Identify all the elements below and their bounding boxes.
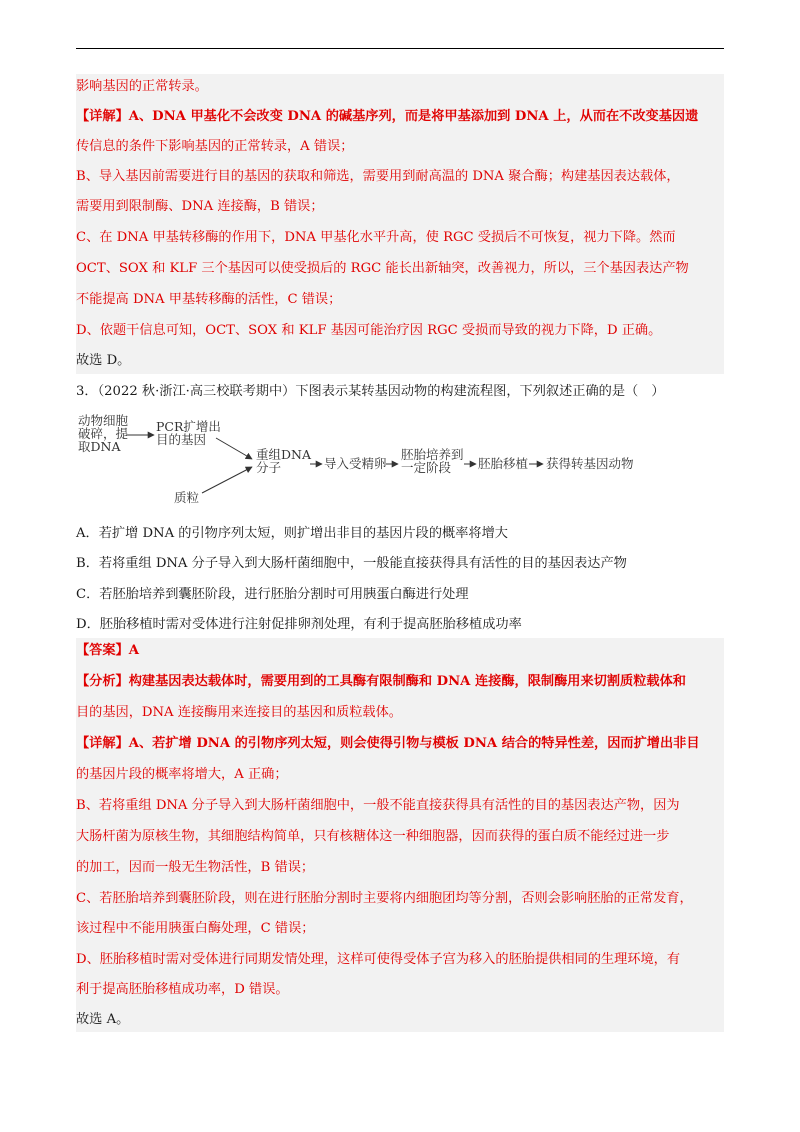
text-line: D、胚胎移植时需对受体进行同期发情处理，这样可使得受体子宫为移入的胚胎提供相同的生理环境，有 [76,952,681,967]
flow-diagram [76,413,676,513]
option-a: A．若扩增 DNA 的引物序列太短，则扩增出非目的基因片段的概率将增大 [76,526,508,541]
label-transfer: 胚胎移植 [478,456,529,471]
text-line: 大肠杆菌为原核生物，其细胞结构简单，只有核糖体这一种细胞器，因而获得的蛋白质不能经过进一步 [76,829,670,844]
text-line: 的加工，因而一般无生物活性，B 错误； [76,860,315,875]
text-line: 需要用到限制酶、DNA 连接酶，B 错误； [76,199,324,214]
option-d: D．胚胎移植时需对受体进行注射促排卵剂处理，有利于提高胚胎移植成功率 [76,617,522,632]
label-recomb-1: 重组DNA [256,447,311,462]
text-line: 影响基因的正常转录。 [76,79,208,94]
text-line: 该过程中不能用胰蛋白酶处理，C 错误； [76,921,315,936]
text-line: 【详解】A、DNA 甲基化不会改变 DNA 的碱基序列，而是将甲基添加到 DNA 上，从而在不改变基因遗 [76,109,699,124]
label-culture-2: 一定阶段 [401,460,452,475]
label-fertilize: 导入受精卵 [324,456,387,471]
text-line: C、若胚胎培养到囊胚阶段，则在进行胚胎分割时主要将内细胞团均等分割，否则会影响胚胎的正常发育， [76,891,693,906]
text-line: B、导入基因前需要进行目的基因的获取和筛选，需要用到耐高温的 DNA 聚合酶；构建基因表达载体， [76,169,680,184]
explanation-block-2 [76,638,724,1032]
header-rule [76,48,724,49]
text-line: 传信息的条件下影响基因的正常转录，A 错误； [76,139,354,154]
text-line: 的基因片段的概率将增大，A 正确； [76,767,288,782]
text-line: 利于提高胚胎移植成功率，D 错误。 [76,982,289,997]
label-cells-3: 取DNA [78,439,121,454]
label-result: 获得转基因动物 [546,456,634,471]
label-pcr-2: 目的基因 [156,432,207,447]
text-line: D、依题干信息可知，OCT、SOX 和 KLF 基因可能治疗因 RGC 受损而导致的视力下降，D 正确。 [76,323,662,338]
text-line: C、在 DNA 甲基转移酶的作用下，DNA 甲基化水平升高，使 RGC 受损后不可恢复，视力下降。然而 [76,230,676,245]
answer-line: 【答案】A [76,643,139,658]
explanation-block-1 [76,74,724,374]
option-b: B．若将重组 DNA 分子导入到大肠杆菌细胞中，一般能直接获得具有活性的目的基因表达产物 [76,556,627,571]
text-line: 目的基因，DNA 连接酶用来连接目的基因和质粒载体。 [76,705,402,720]
text-line: 故选 A。 [76,1012,130,1027]
question-stem: 3．（2022 秋·浙江·高三校联考期中）下图表示某转基因动物的构建流程图，下列叙述正确的是（ ） [76,384,665,399]
arrow-2 [216,438,252,459]
text-line: 【详解】A、若扩增 DNA 的引物序列太短，则会使得引物与模板 DNA 结合的特异性差，因而扩增出非目 [76,736,700,751]
text-line: 故选 D。 [76,353,131,368]
label-pcr-1: PCR扩增出 [156,419,221,434]
arrow-3 [202,467,252,493]
label-recomb-2: 分子 [256,460,282,475]
label-plasmid: 质粒 [174,490,200,505]
text-line: B、若将重组 DNA 分子导入到大肠杆菌细胞中，一般不能直接获得具有活性的目的基因表达产物，因为 [76,798,680,813]
option-c: C．若胚胎培养到囊胚阶段，进行胚胎分割时可用胰蛋白酶进行处理 [76,587,469,602]
label-culture-1: 胚胎培养到 [401,447,464,462]
label-cells-2: 破碎，提 [78,426,129,441]
text-line: OCT、SOX 和 KLF 三个基因可以使受损后的 RGC 能长出新轴突，改善视力，所以，三个基因表达产物 [76,261,689,276]
text-line: 不能提高 DNA 甲基转移酶的活性，C 错误； [76,292,342,307]
label-cells-1: 动物细胞 [78,413,129,428]
flow-diagram-svg [76,413,676,513]
text-line: 【分析】构建基因表达载体时，需要用到的工具酶有限制酶和 DNA 连接酶，限制酶用来切割质粒载体和 [76,674,686,689]
